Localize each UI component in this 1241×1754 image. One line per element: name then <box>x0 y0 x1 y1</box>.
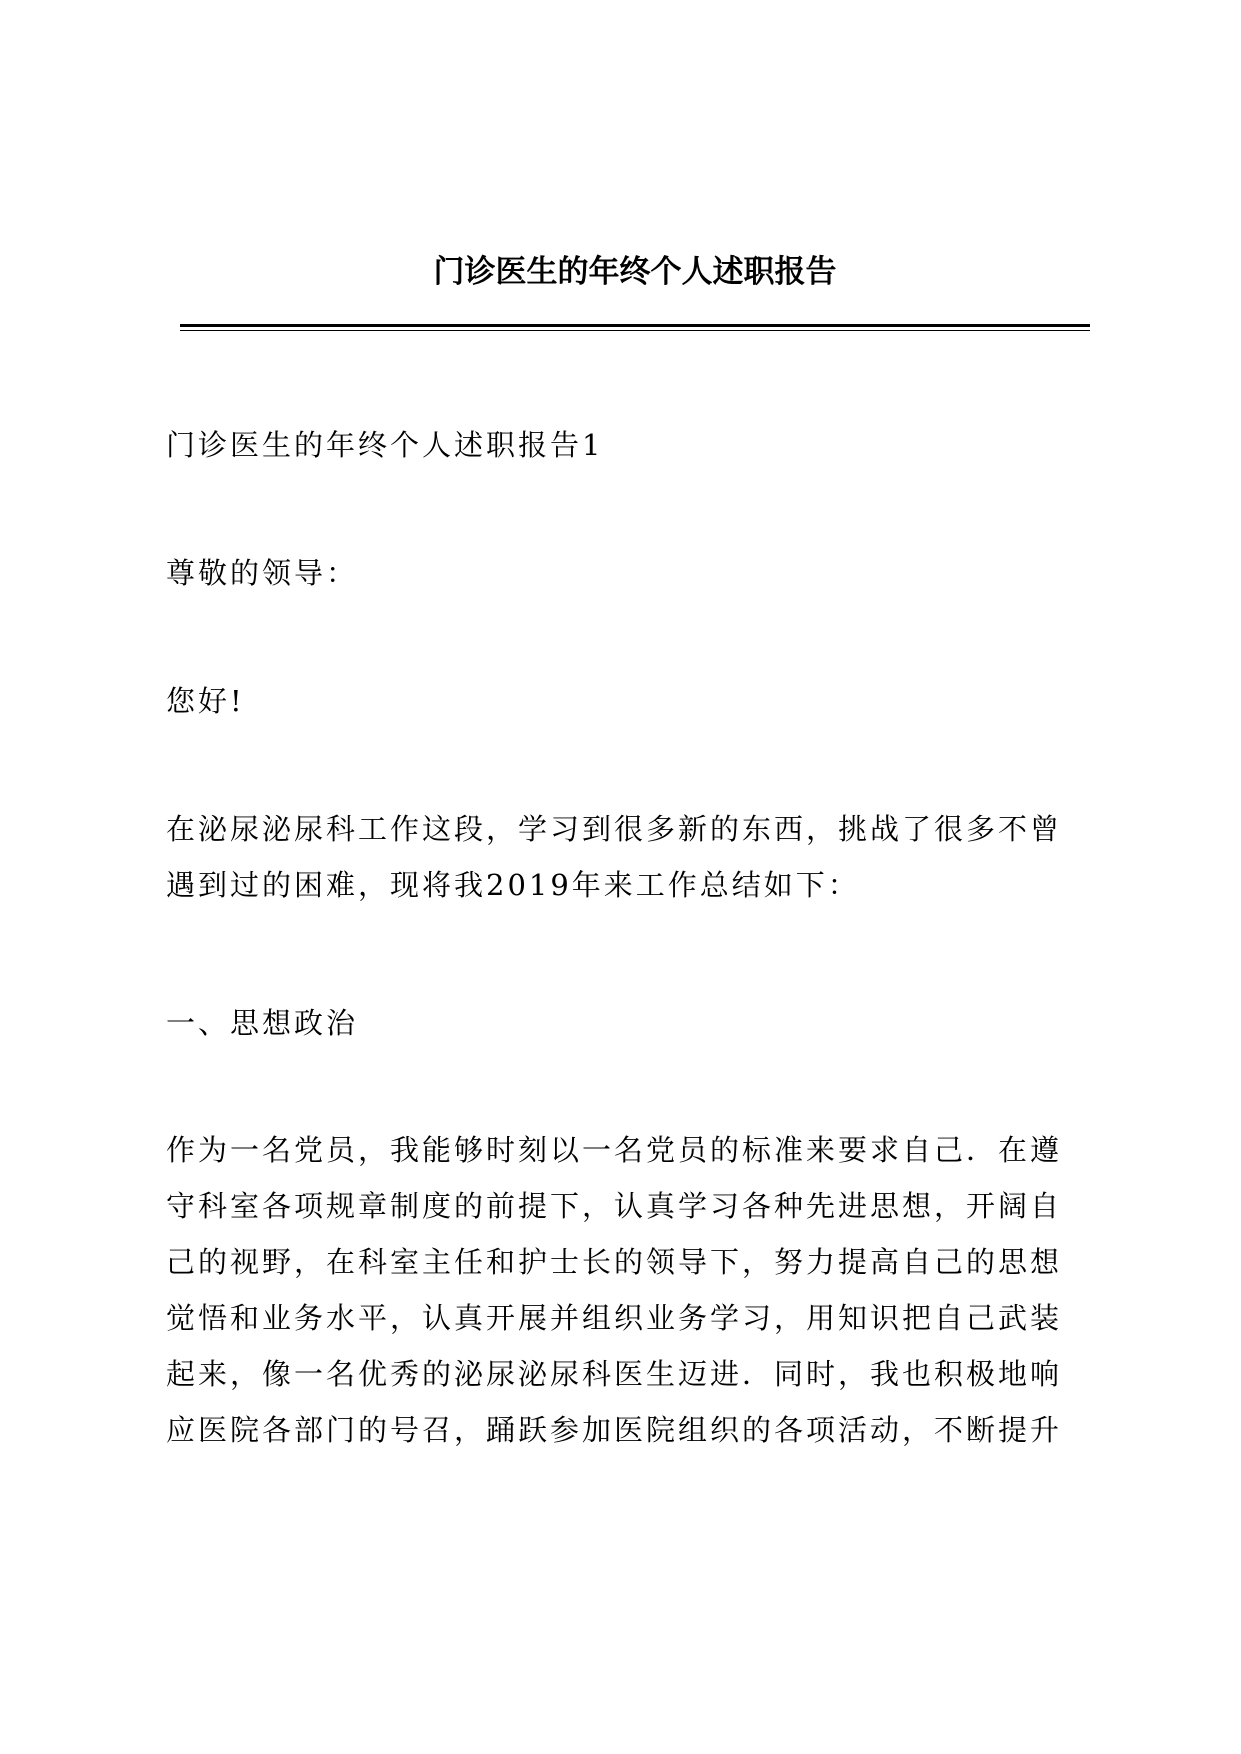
section-body-paragraph: 作为一名党员，我能够时刻以一名党员的标准来要求自己．在遵 守科室各项规章制度的前提下，认真学习各种先进思想，开阔自 己的视野，在科室主任和护士长的领导下，努力提高自己的思想 觉悟和业务水平，认真开展并组织业务学习，用知识把自己武装 起来，像一名优秀的泌尿泌尿科医生迈进．同时，我也积极地响 应医院各部门的号召，踊跃参加医院组织的各项活动，不断提升 <box>166 1133 1063 1447</box>
salutation: 尊敬的领导： <box>166 556 359 590</box>
section-title: 一、思想政治 <box>166 1006 359 1040</box>
greeting: 您好! <box>166 684 245 718</box>
title-divider-thick <box>180 324 1090 327</box>
report-heading: 门诊医生的年终个人述职报告1 <box>166 428 604 462</box>
title-divider-thin <box>180 330 1090 331</box>
intro-paragraph: 在泌尿泌尿科工作这段，学习到很多新的东西，挑战了很多不曾 遇到过的困难，现将我2019年来工作总结如下： <box>166 812 1063 902</box>
document-title: 门诊医生的年终个人述职报告 <box>433 254 837 290</box>
